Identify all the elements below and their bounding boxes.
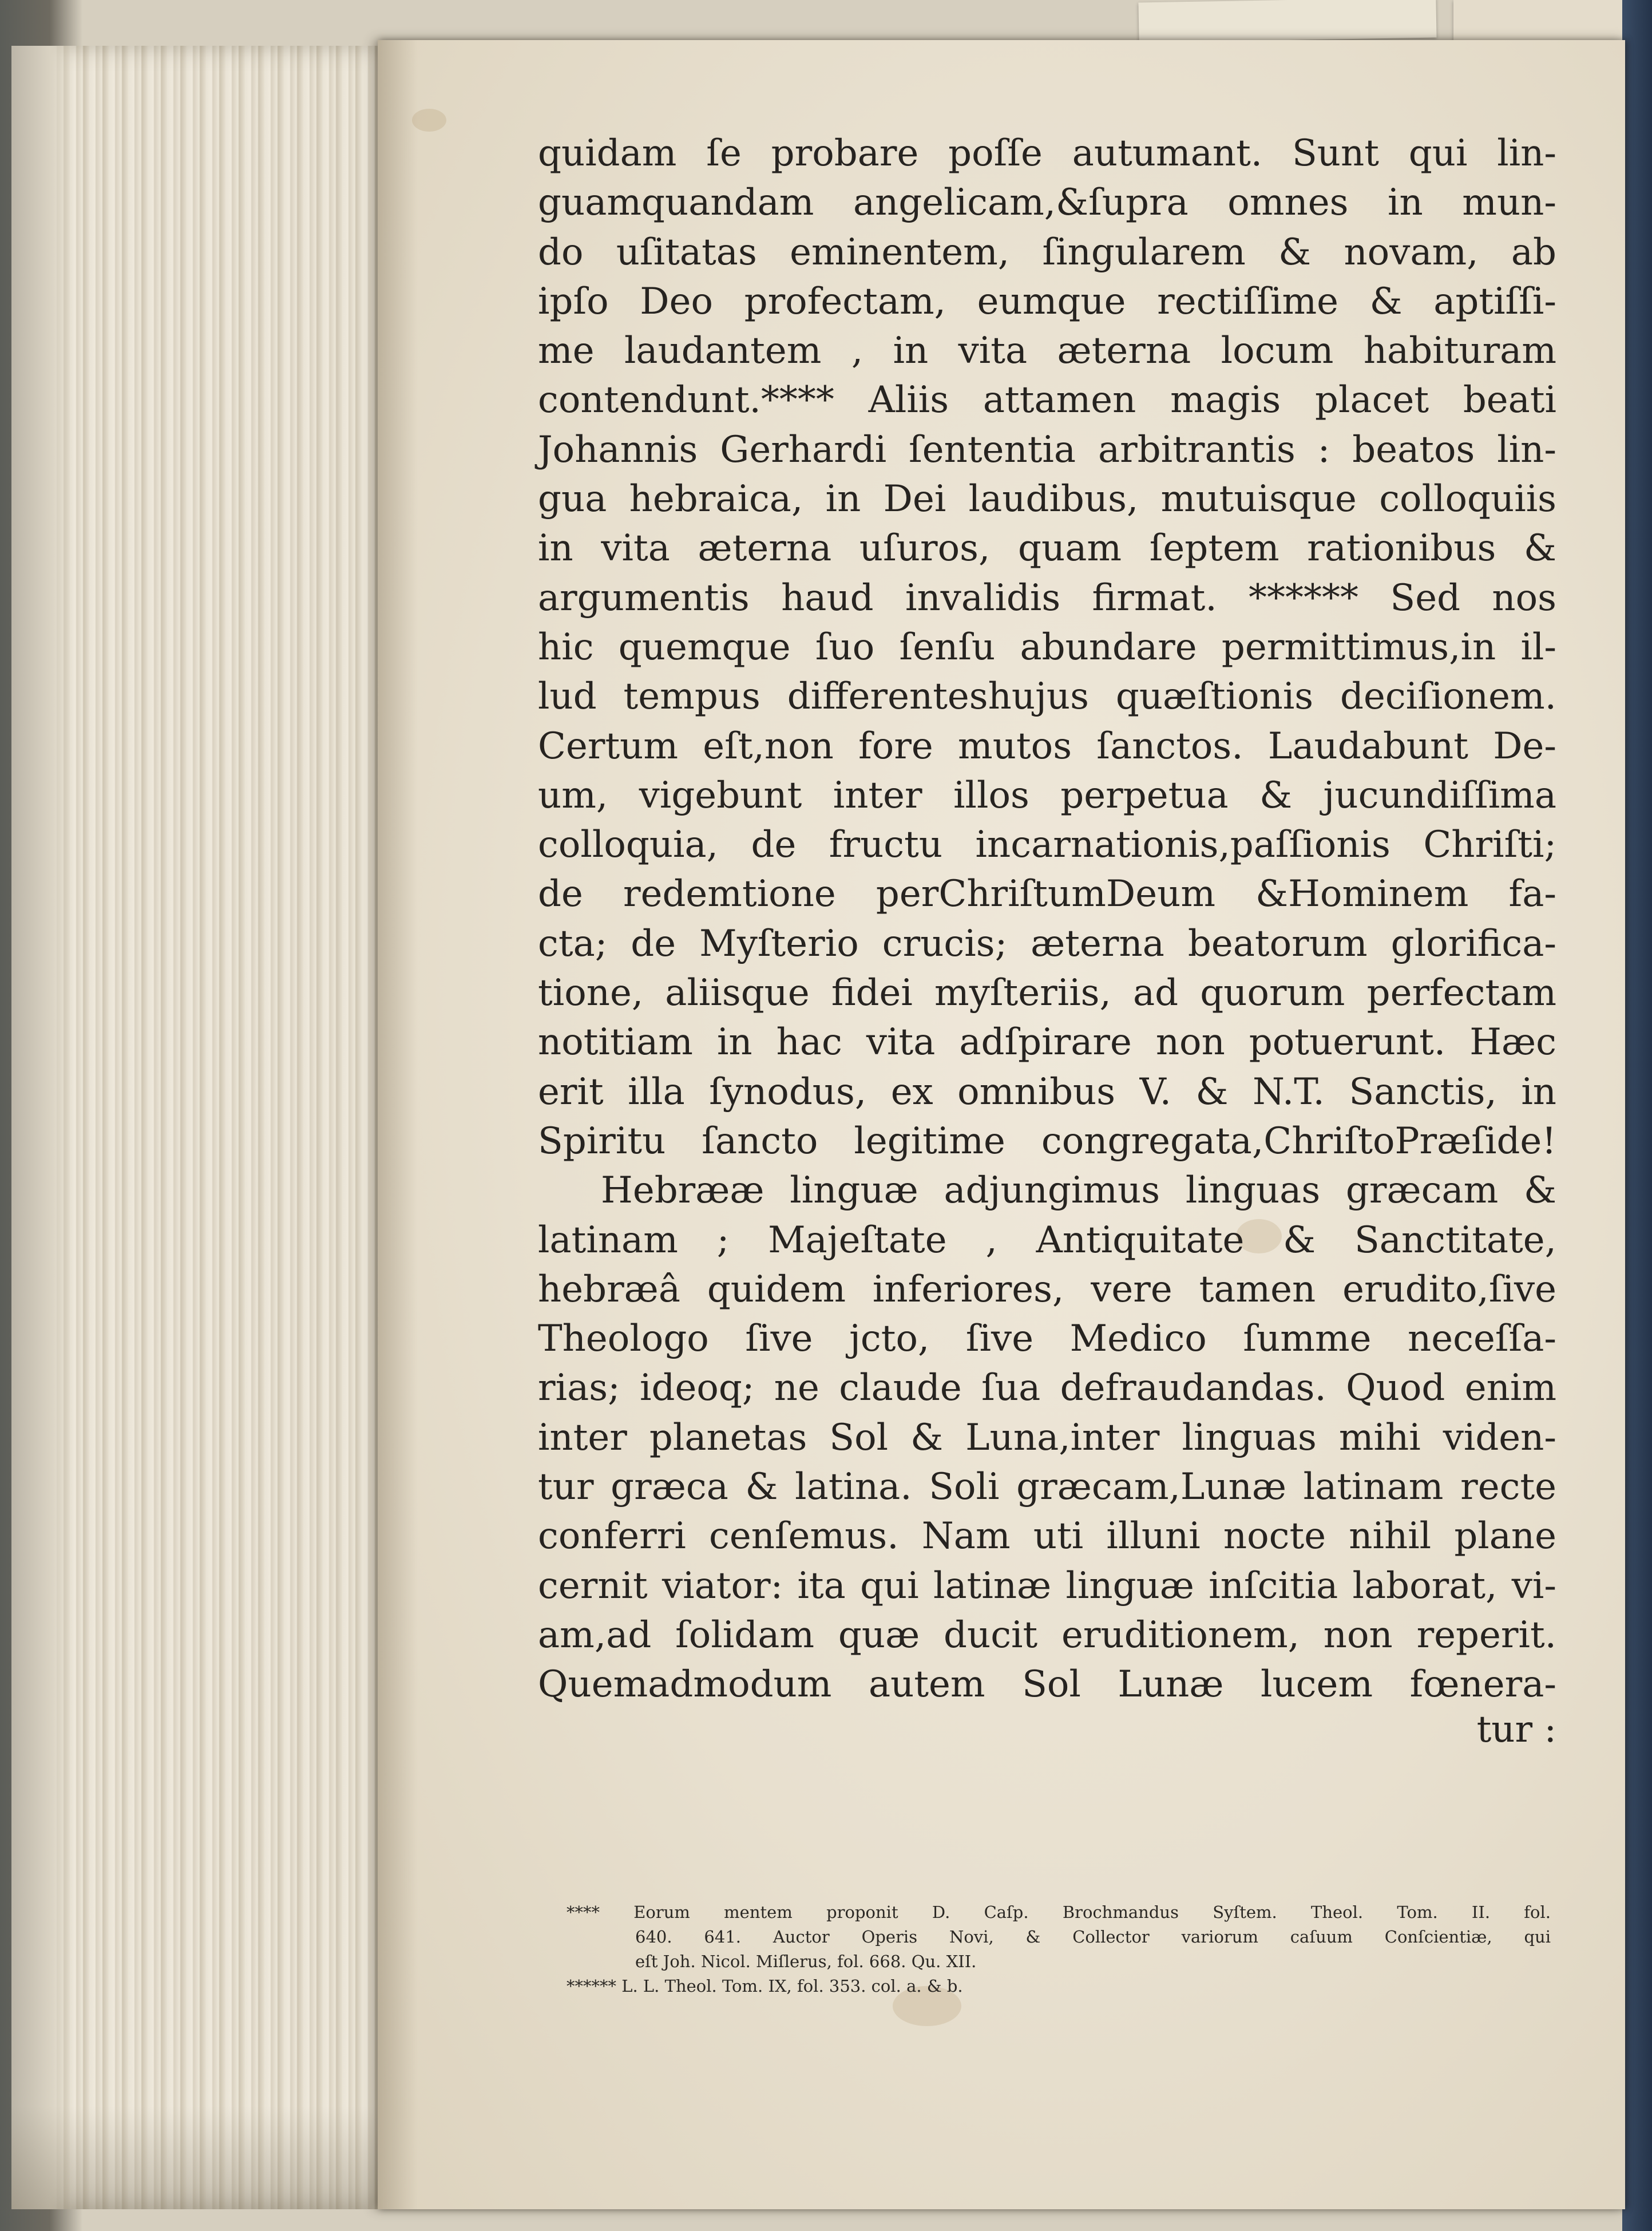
text-line: Theologo ſive jcto, ſive Medico ſumme neceſſa- xyxy=(538,1318,1556,1360)
text-line: Quemadmodum autem Sol Lunæ lucem fœnera- xyxy=(538,1663,1556,1706)
text-line: ipſo Deo profectam, eumque rectiſſime & aptiſſi- xyxy=(538,280,1556,323)
text-line: hebræâ quidem inferiores, vere tamen erudito,ſive xyxy=(538,1268,1556,1311)
text-line: contendunt.**** Aliis attamen magis placet beati xyxy=(538,379,1556,422)
text-line: um, vigebunt inter illos perpetua & jucundiſſima xyxy=(538,774,1556,817)
text-line: Certum eſt,non fore mutos ſanctos. Laudabunt De- xyxy=(538,725,1556,768)
text-line: me laudantem , in vita æterna locum habituram xyxy=(538,330,1556,373)
text-line: tur græca & latina. Soli græcam,Lunæ latinam recte xyxy=(538,1466,1556,1509)
text-line: in vita æterna uſuros, quam ſeptem rationibus & xyxy=(538,527,1556,570)
text-line: hic quemque ſuo ſenſu abundare permittimus,in il- xyxy=(538,626,1556,668)
text-line: de redemtione perChriſtumDeum &Hominem fa- xyxy=(538,873,1556,916)
text-line: inter planetas Sol & Luna,inter linguas mihi viden- xyxy=(538,1416,1556,1459)
text-line: rias; ideoq; ne claude ſua defraudandas. Quod enim xyxy=(538,1367,1556,1410)
text-line: quidam ſe probare poſſe autumant. Sunt qui lin- xyxy=(538,132,1556,175)
text-line: gua hebraica, in Dei laudibus, mutuisque colloquiis xyxy=(538,478,1556,521)
text-line: latinam ; Majeſtate , Antiquitate & Sanctitate, xyxy=(538,1219,1556,1261)
dark-backing-strip xyxy=(1622,0,1652,2231)
text-line: Hebrææ linguæ adjungimus linguas græcam & xyxy=(601,1169,1556,1212)
text-line: guamquandam angelicam,&ſupra omnes in mun- xyxy=(538,181,1556,224)
text-line: am,ad ſolidam quæ ducit eruditionem, non reperit. xyxy=(538,1613,1556,1656)
footnotes xyxy=(566,1900,1551,1999)
text-line: do uſitatas eminentem, ſingularem & novam, ab xyxy=(538,231,1556,274)
text-line: colloquia, de fructu incarnationis,paſſionis Chriſti; xyxy=(538,824,1556,867)
footnote-line: 640. 641. Auctor Operis Novi, & Collector variorum caſuum Conſcientiæ, qui xyxy=(635,1927,1551,1947)
catchword: tur : xyxy=(1476,1708,1556,1751)
text-line: conferri cenſemus. Nam uti illuni nocte nihil plane xyxy=(538,1515,1556,1558)
text-line: notitiam in hac vita adſpirare non potuerunt. Hæc xyxy=(538,1021,1556,1064)
text-line: argumentis haud invalidis firmat. ****** Sed nos xyxy=(538,576,1556,619)
paper-slip xyxy=(1138,0,1436,43)
text-line: lud tempus differenteshujus quæſtionis deciſionem. xyxy=(538,675,1556,718)
text-line: Spiritu ſancto legitime congregata,ChriſtoPræſide! xyxy=(538,1120,1556,1162)
footnote-line: **** Eorum mentem proponit D. Caſp. Brochmandus Syſtem. Theol. Tom. II. fol. xyxy=(566,1902,1551,1922)
footnote-line: eſt Joh. Nicol. Miſlerus, fol. 668. Qu. XII. xyxy=(635,1952,977,1971)
stacked-page-edges xyxy=(11,46,389,2209)
text-line: cernit viator: ita qui latinæ linguæ inſcitia laborat, vi- xyxy=(538,1564,1556,1607)
paper-stain xyxy=(412,109,446,132)
text-line: Johannis Gerhardi ſententia arbitrantis : beatos lin- xyxy=(538,428,1556,471)
text-line: cta; de Myſterio crucis; æterna beatorum glorifica- xyxy=(538,922,1556,965)
footnote-line: ****** L. L. Theol. Tom. IX, fol. 353. col. a. & b. xyxy=(566,1976,963,1996)
text-line: erit illa ſynodus, ex omnibus V. & N.T. Sanctis, in xyxy=(538,1070,1556,1113)
body-text xyxy=(538,129,1556,1750)
text-line: tione, aliisque fidei myſteriis, ad quorum perfectam xyxy=(538,972,1556,1015)
